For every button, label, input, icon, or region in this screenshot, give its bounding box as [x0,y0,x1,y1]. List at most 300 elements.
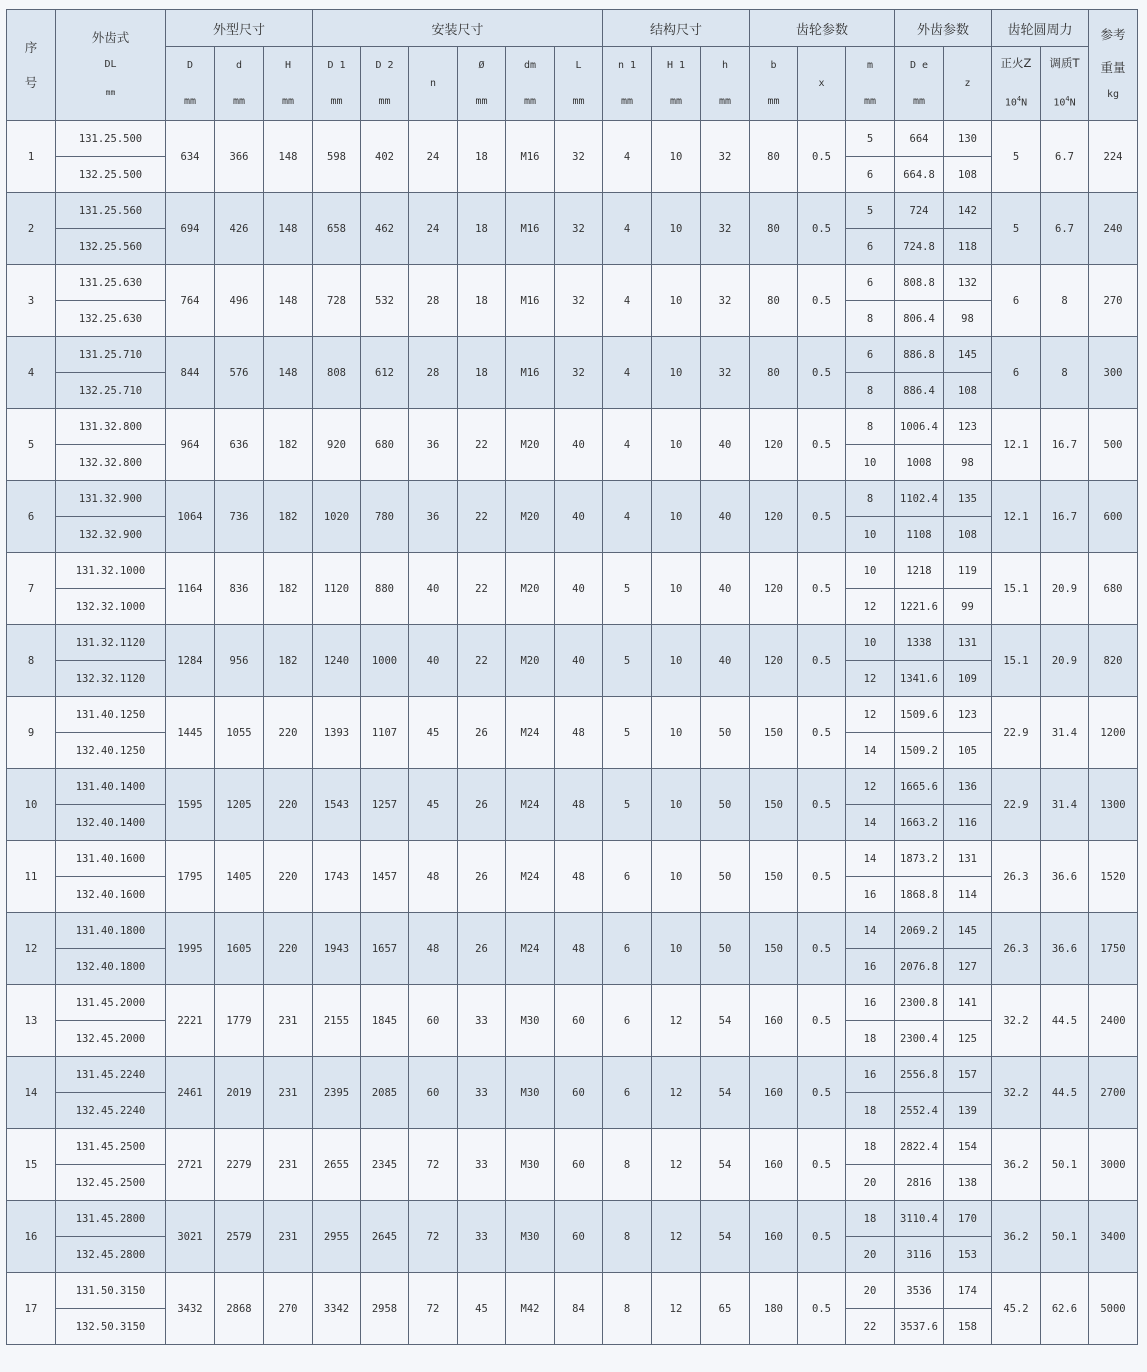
cell-m: 5 [846,193,895,229]
cell-D2: 1107 [361,697,409,769]
cell-D1: 920 [313,409,361,481]
table-row [7,913,1138,949]
col-d [215,47,264,121]
cell-De: 3110.4 [895,1201,944,1237]
col-n1-sym: n 1 [617,59,637,71]
cell-H: 182 [264,481,313,553]
cell-D1: 728 [313,265,361,337]
cell-m: 16 [846,985,895,1021]
cell-no: 3 [7,265,56,337]
cell-b: 160 [750,1201,798,1273]
col-D-unit: mm [183,95,197,107]
cell-H: 270 [264,1273,313,1345]
cell-force-tempered: 16.7 [1041,481,1089,553]
header-ext-gear-params: 外齿参数 [895,10,992,47]
cell-D1: 1240 [313,625,361,697]
col-L-sym: L [575,59,582,71]
cell-model-131: 131.25.630 [56,265,166,301]
cell-dm: M30 [506,1129,555,1201]
cell-D1: 2955 [313,1201,361,1273]
col-b-unit: mm [767,95,780,107]
col-dm [506,47,555,121]
cell-z: 114 [944,877,992,913]
table-row [7,841,1138,877]
col-b [750,47,798,121]
cell-m: 8 [846,373,895,409]
cell-h: 32 [701,193,750,265]
cell-m: 12 [846,769,895,805]
cell-n1: 4 [603,121,652,193]
cell-De: 1108 [895,517,944,553]
cell-model-131: 131.32.900 [56,481,166,517]
col-H1 [652,47,701,121]
cell-z: 154 [944,1129,992,1165]
cell-d: 1055 [215,697,264,769]
col-n1 [603,47,652,121]
col-x-sym: x [818,77,825,89]
cell-d: 1405 [215,841,264,913]
cell-weight: 270 [1089,265,1138,337]
cell-model-131: 131.45.2240 [56,1057,166,1093]
cell-model-132: 132.50.3150 [56,1309,166,1345]
cell-m: 5 [846,121,895,157]
cell-m: 16 [846,1057,895,1093]
cell-D1: 3342 [313,1273,361,1345]
cell-force-tempered: 62.6 [1041,1273,1089,1345]
cell-m: 18 [846,1201,895,1237]
cell-De: 1006.4 [895,409,944,445]
cell-H: 148 [264,121,313,193]
cell-L: 48 [555,769,603,841]
cell-m: 14 [846,841,895,877]
cell-force-normalized: 22.9 [992,769,1041,841]
cell-d: 426 [215,193,264,265]
cell-z: 145 [944,913,992,949]
cell-n1: 5 [603,553,652,625]
cell-H1: 12 [652,1273,701,1345]
cell-no: 16 [7,1201,56,1273]
col-b-sym: b [770,59,777,71]
col-De-sym: D e [909,59,929,71]
cell-force-tempered: 6.7 [1041,193,1089,265]
cell-H1: 10 [652,841,701,913]
cell-model-131: 131.45.2000 [56,985,166,1021]
cell-no: 4 [7,337,56,409]
cell-m: 6 [846,265,895,301]
cell-H1: 10 [652,769,701,841]
cell-De: 1008 [895,445,944,481]
cell-dm: M24 [506,697,555,769]
cell-z: 157 [944,1057,992,1093]
cell-m: 10 [846,553,895,589]
cell-n: 28 [409,265,458,337]
cell-dm: M24 [506,913,555,985]
cell-h: 32 [701,265,750,337]
cell-x: 0.5 [798,337,846,409]
cell-dm: M16 [506,193,555,265]
cell-x: 0.5 [798,121,846,193]
cell-D1: 2655 [313,1129,361,1201]
cell-z: 145 [944,337,992,373]
col-d-sym: d [235,59,243,71]
cell-force-normalized: 15.1 [992,625,1041,697]
cell-weight: 2700 [1089,1057,1138,1129]
cell-D: 1064 [166,481,215,553]
cell-weight: 1520 [1089,841,1138,913]
cell-z: 170 [944,1201,992,1237]
cell-phi: 33 [458,1129,506,1201]
cell-De: 724 [895,193,944,229]
cell-H: 220 [264,697,313,769]
cell-model-132: 132.25.560 [56,229,166,265]
cell-h: 65 [701,1273,750,1345]
cell-De: 1102.4 [895,481,944,517]
cell-x: 0.5 [798,697,846,769]
cell-model-132: 132.45.2000 [56,1021,166,1057]
table-header [7,10,1138,121]
cell-m: 18 [846,1093,895,1129]
cell-weight: 820 [1089,625,1138,697]
table-row [7,1129,1138,1165]
cell-phi: 18 [458,265,506,337]
col-ft-unit-tail: N [1069,97,1076,109]
cell-m: 10 [846,625,895,661]
cell-n1: 6 [603,985,652,1057]
col-m-sym: m [866,59,874,71]
cell-n1: 8 [603,1273,652,1345]
cell-z: 132 [944,265,992,301]
cell-d: 366 [215,121,264,193]
cell-b: 150 [750,841,798,913]
cell-De: 1341.6 [895,661,944,697]
cell-D: 2221 [166,985,215,1057]
header-seq-line1: 序 [24,40,38,55]
cell-dm: M20 [506,553,555,625]
cell-phi: 18 [458,121,506,193]
cell-weight: 2400 [1089,985,1138,1057]
cell-dm: M20 [506,481,555,553]
cell-model-132: 132.32.800 [56,445,166,481]
cell-D1: 808 [313,337,361,409]
header-struct-dim: 结构尺寸 [603,10,750,47]
cell-n1: 5 [603,625,652,697]
cell-phi: 26 [458,769,506,841]
cell-no: 17 [7,1273,56,1345]
cell-m: 8 [846,481,895,517]
cell-model-132: 132.45.2800 [56,1237,166,1273]
col-H-sym: H [284,59,292,71]
cell-H1: 10 [652,553,701,625]
table-row [7,553,1138,589]
cell-force-tempered: 20.9 [1041,553,1089,625]
cell-h: 54 [701,1057,750,1129]
col-n [409,47,458,121]
cell-De: 1509.2 [895,733,944,769]
cell-z: 127 [944,949,992,985]
cell-model-131: 131.45.2800 [56,1201,166,1237]
cell-model-132: 132.40.1250 [56,733,166,769]
cell-D2: 680 [361,409,409,481]
cell-m: 16 [846,877,895,913]
cell-m: 6 [846,337,895,373]
cell-x: 0.5 [798,1129,846,1201]
cell-De: 2300.8 [895,985,944,1021]
cell-b: 120 [750,409,798,481]
cell-phi: 18 [458,337,506,409]
cell-m: 14 [846,913,895,949]
cell-model-132: 132.45.2500 [56,1165,166,1201]
cell-D: 1284 [166,625,215,697]
cell-force-tempered: 16.7 [1041,409,1089,481]
col-dm-sym: dm [523,59,537,71]
cell-model-132: 132.40.1600 [56,877,166,913]
col-m-unit: mm [863,95,877,107]
col-d-unit: mm [232,95,246,107]
cell-De: 886.4 [895,373,944,409]
col-fz-unit-exp: 4 [1016,94,1022,103]
col-De-unit: mm [912,95,926,107]
cell-h: 50 [701,841,750,913]
cell-De: 2822.4 [895,1129,944,1165]
cell-D2: 462 [361,193,409,265]
cell-d: 496 [215,265,264,337]
cell-d: 636 [215,409,264,481]
cell-De: 3536 [895,1273,944,1309]
col-n1-unit: mm [620,95,634,107]
header-weight-line2: 重量 [1100,60,1126,75]
cell-h: 40 [701,409,750,481]
cell-dm: M16 [506,337,555,409]
cell-H: 231 [264,1201,313,1273]
cell-H: 148 [264,337,313,409]
cell-weight: 600 [1089,481,1138,553]
cell-dm: M16 [506,121,555,193]
cell-L: 32 [555,193,603,265]
cell-phi: 26 [458,841,506,913]
col-x [798,47,846,121]
cell-D: 844 [166,337,215,409]
cell-no: 1 [7,121,56,193]
cell-force-tempered: 20.9 [1041,625,1089,697]
cell-weight: 1750 [1089,913,1138,985]
col-H1-unit: mm [669,95,683,107]
cell-D: 3021 [166,1201,215,1273]
cell-phi: 45 [458,1273,506,1345]
cell-H1: 10 [652,625,701,697]
cell-H1: 10 [652,913,701,985]
cell-b: 120 [750,625,798,697]
col-z-sym: z [964,77,971,89]
cell-L: 48 [555,841,603,913]
cell-De: 1873.2 [895,841,944,877]
cell-dm: M24 [506,769,555,841]
cell-dm: M30 [506,1201,555,1273]
cell-m: 18 [846,1021,895,1057]
cell-H1: 12 [652,985,701,1057]
cell-h: 54 [701,1129,750,1201]
cell-h: 50 [701,913,750,985]
cell-force-normalized: 45.2 [992,1273,1041,1345]
cell-phi: 22 [458,409,506,481]
header-seq [7,10,56,121]
cell-b: 160 [750,1057,798,1129]
cell-D2: 402 [361,121,409,193]
cell-m: 14 [846,733,895,769]
table-row [7,1273,1138,1309]
col-ft-label: 调质T [1049,55,1080,70]
cell-H1: 10 [652,481,701,553]
cell-n1: 4 [603,265,652,337]
col-D-sym: D [186,59,194,71]
header-model-title: 外齿式 [91,29,130,45]
cell-force-tempered: 44.5 [1041,1057,1089,1129]
cell-b: 150 [750,769,798,841]
cell-D: 1995 [166,913,215,985]
cell-dm: M30 [506,1057,555,1129]
cell-x: 0.5 [798,1273,846,1345]
cell-De: 1221.6 [895,589,944,625]
cell-weight: 1300 [1089,769,1138,841]
cell-dm: M20 [506,409,555,481]
cell-n: 24 [409,121,458,193]
cell-m: 12 [846,589,895,625]
cell-dm: M42 [506,1273,555,1345]
cell-H: 182 [264,553,313,625]
cell-z: 138 [944,1165,992,1201]
cell-m: 20 [846,1165,895,1201]
cell-h: 32 [701,337,750,409]
cell-d: 836 [215,553,264,625]
cell-L: 60 [555,985,603,1057]
cell-De: 664 [895,121,944,157]
cell-z: 131 [944,625,992,661]
cell-force-normalized: 22.9 [992,697,1041,769]
cell-model-131: 131.40.1250 [56,697,166,733]
cell-z: 123 [944,697,992,733]
cell-H: 231 [264,985,313,1057]
cell-phi: 22 [458,553,506,625]
cell-H: 231 [264,1129,313,1201]
cell-m: 22 [846,1309,895,1345]
cell-D1: 1020 [313,481,361,553]
cell-De: 1665.6 [895,769,944,805]
table-row [7,265,1138,301]
col-ft-unit [1041,90,1088,112]
cell-no: 7 [7,553,56,625]
cell-model-131: 131.32.1000 [56,553,166,589]
cell-De: 1868.8 [895,877,944,913]
cell-n: 36 [409,409,458,481]
header-gear-params: 齿轮参数 [750,10,895,47]
cell-force-normalized: 26.3 [992,913,1041,985]
cell-D: 964 [166,409,215,481]
cell-D1: 658 [313,193,361,265]
col-h [701,47,750,121]
cell-D2: 1657 [361,913,409,985]
cell-D: 764 [166,265,215,337]
col-ft-unit-exp: 4 [1065,94,1070,103]
cell-H1: 12 [652,1057,701,1129]
cell-model-132: 132.40.1400 [56,805,166,841]
cell-h: 50 [701,769,750,841]
cell-D1: 1743 [313,841,361,913]
cell-d: 1205 [215,769,264,841]
cell-n1: 5 [603,769,652,841]
cell-D1: 1120 [313,553,361,625]
cell-phi: 26 [458,697,506,769]
cell-z: 158 [944,1309,992,1345]
cell-h: 54 [701,985,750,1057]
cell-L: 60 [555,1201,603,1273]
cell-z: 131 [944,841,992,877]
col-m [846,47,895,121]
col-D1-sym: D 1 [327,59,346,71]
cell-force-tempered: 31.4 [1041,697,1089,769]
col-De [895,47,944,121]
cell-z: 123 [944,409,992,445]
cell-z: 98 [944,301,992,337]
cell-D: 634 [166,121,215,193]
cell-n: 72 [409,1201,458,1273]
cell-n: 36 [409,481,458,553]
cell-x: 0.5 [798,1201,846,1273]
cell-z: 98 [944,445,992,481]
cell-z: 135 [944,481,992,517]
cell-b: 150 [750,913,798,985]
cell-z: 125 [944,1021,992,1057]
cell-force-tempered: 50.1 [1041,1201,1089,1273]
col-phi-unit: mm [475,95,488,107]
cell-model-131: 131.45.2500 [56,1129,166,1165]
cell-L: 32 [555,121,603,193]
cell-b: 150 [750,697,798,769]
cell-L: 48 [555,697,603,769]
cell-H: 148 [264,265,313,337]
table-row [7,481,1138,517]
cell-n1: 4 [603,193,652,265]
cell-De: 664.8 [895,157,944,193]
cell-phi: 18 [458,193,506,265]
table-row [7,625,1138,661]
cell-z: 142 [944,193,992,229]
cell-D2: 1000 [361,625,409,697]
cell-H: 220 [264,769,313,841]
cell-model-131: 131.25.560 [56,193,166,229]
col-D [166,47,215,121]
cell-D2: 2085 [361,1057,409,1129]
table-row [7,769,1138,805]
cell-De: 3116 [895,1237,944,1273]
cell-L: 60 [555,1129,603,1201]
cell-m: 6 [846,157,895,193]
cell-H1: 10 [652,697,701,769]
cell-no: 13 [7,985,56,1057]
cell-De: 808.8 [895,265,944,301]
cell-D1: 1393 [313,697,361,769]
cell-model-131: 131.40.1400 [56,769,166,805]
col-H [264,47,313,121]
cell-d: 1605 [215,913,264,985]
cell-force-normalized: 36.2 [992,1129,1041,1201]
cell-n1: 4 [603,409,652,481]
cell-H: 220 [264,913,313,985]
cell-model-131: 131.40.1600 [56,841,166,877]
cell-force-normalized: 12.1 [992,409,1041,481]
cell-D2: 612 [361,337,409,409]
cell-h: 40 [701,625,750,697]
cell-weight: 1200 [1089,697,1138,769]
cell-De: 806.4 [895,301,944,337]
